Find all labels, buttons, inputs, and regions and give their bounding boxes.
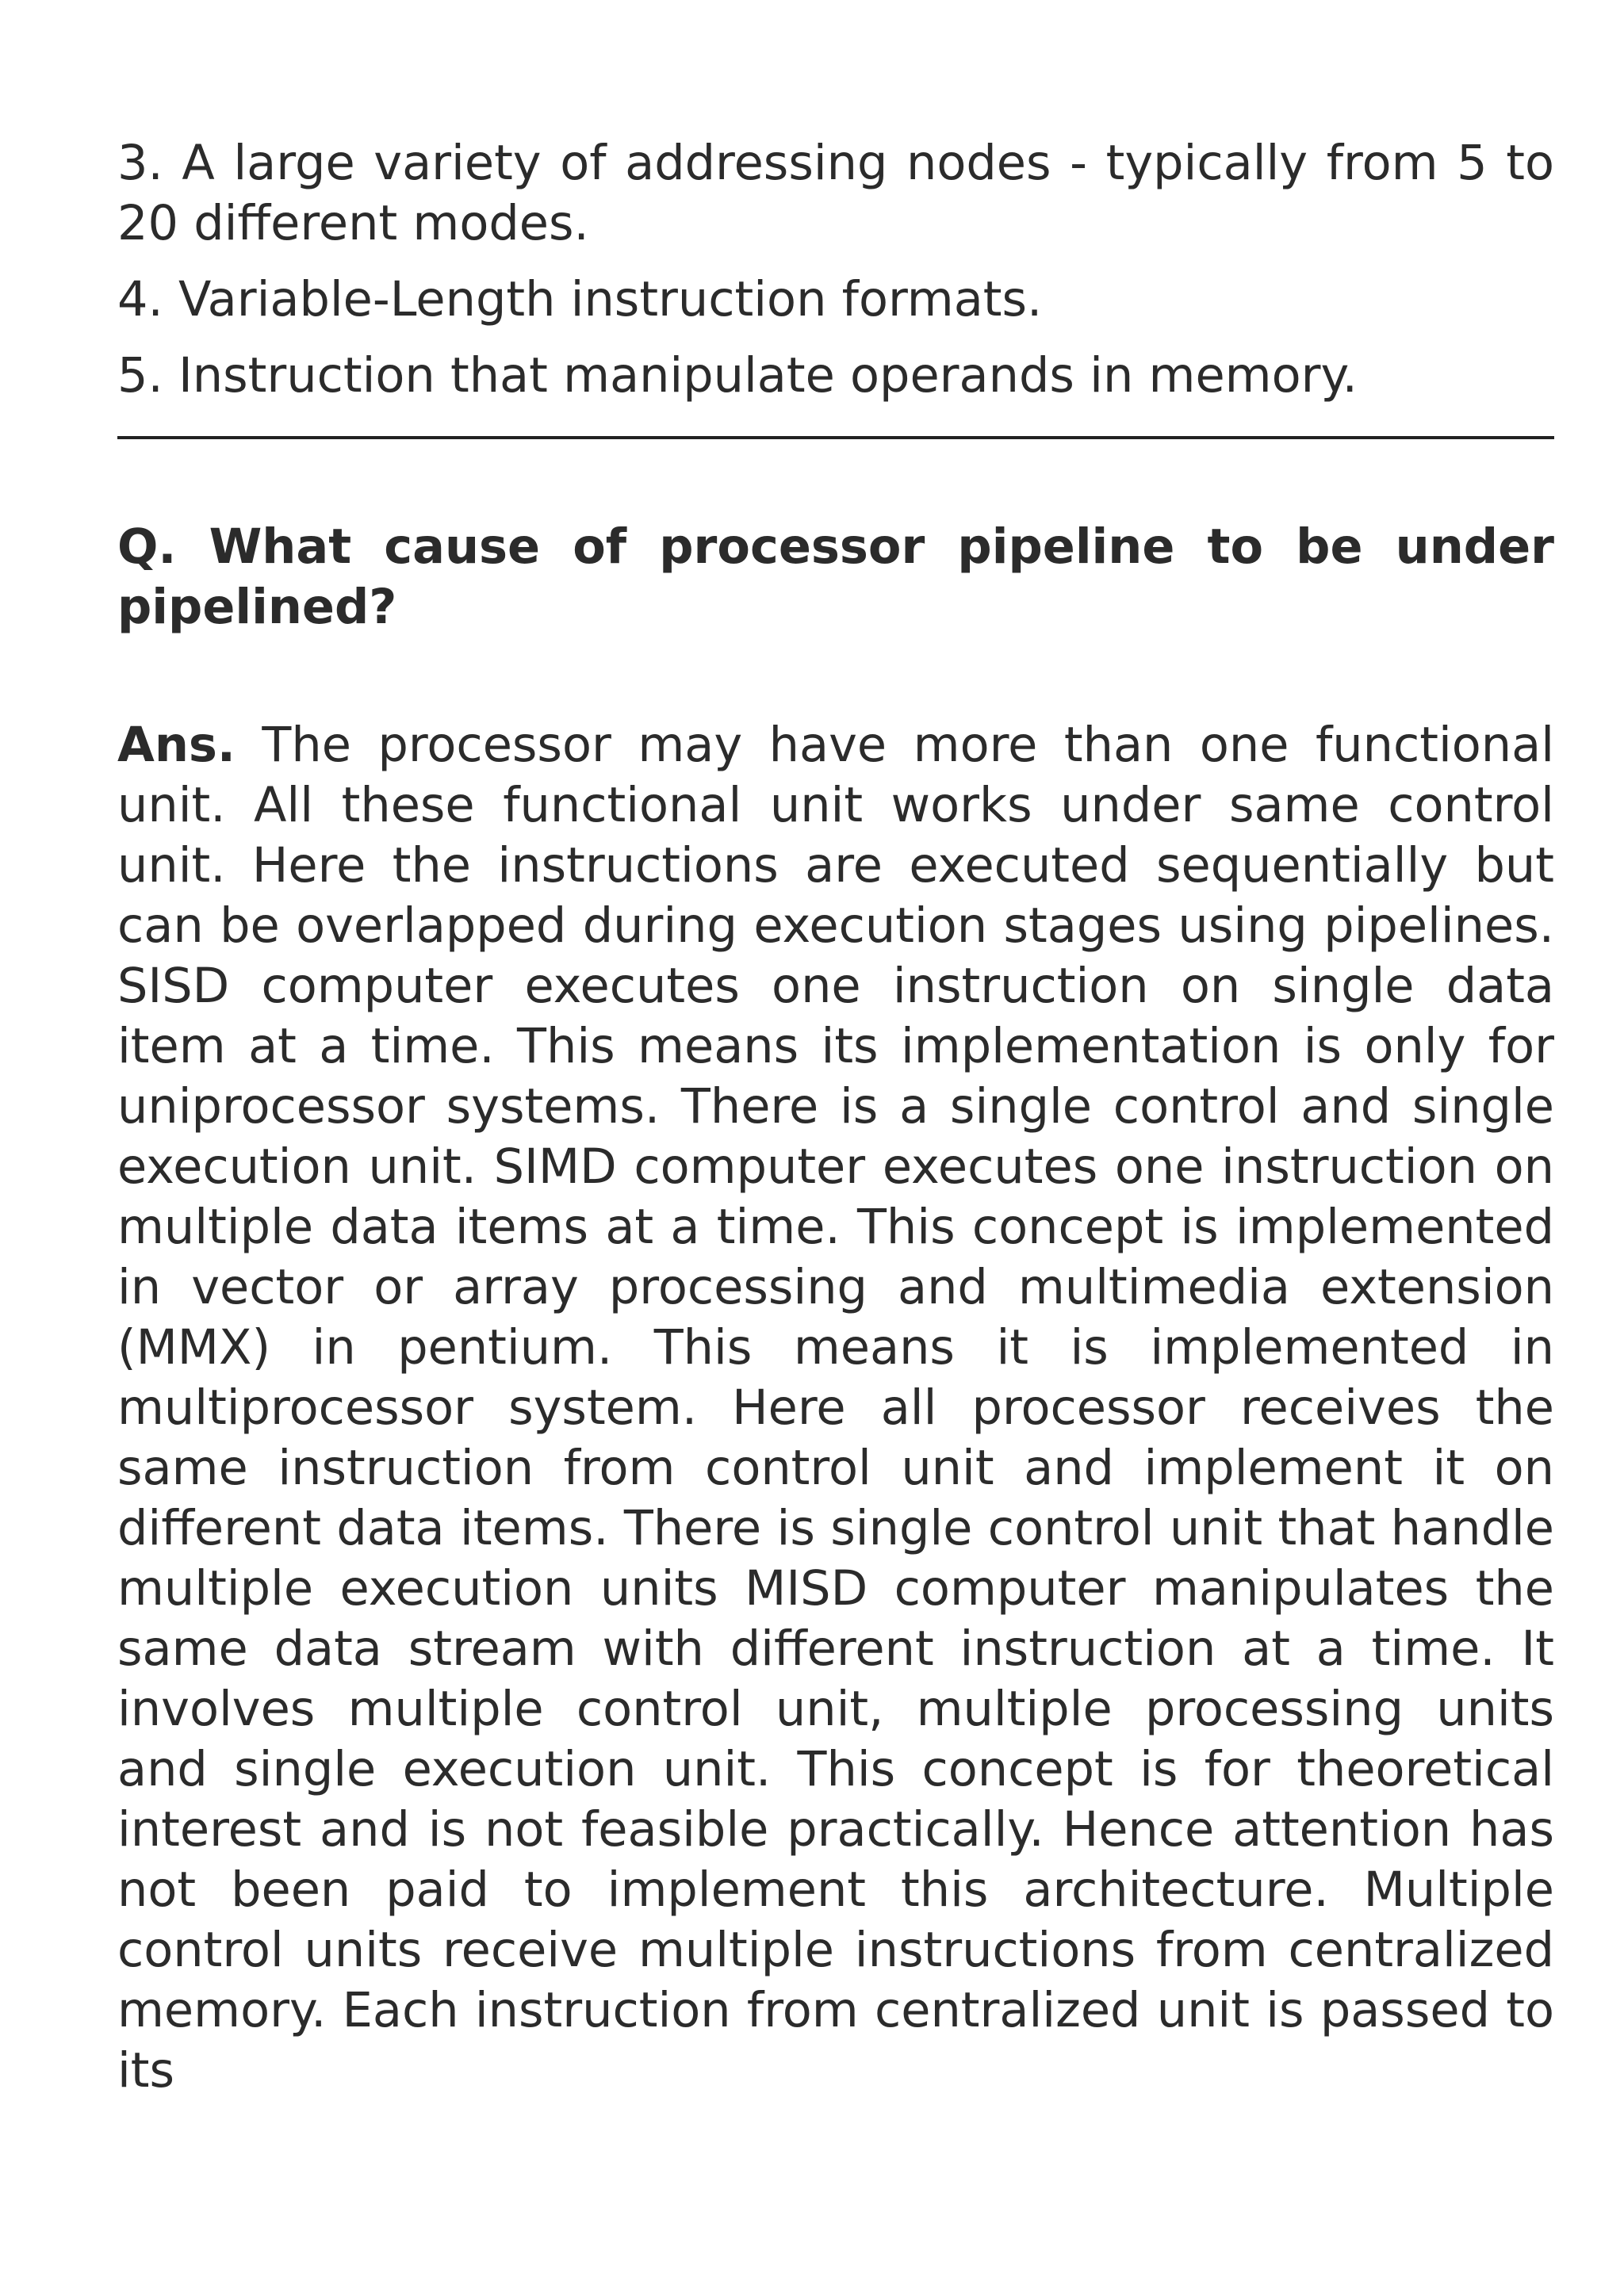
section-divider: [117, 436, 1554, 439]
list-item-operands-in-memory: 5. Instruction that manipulate operands in memory.: [117, 348, 1358, 404]
answer-text: The processor may have more than one functional unit. All these functional unit works under same control unit. Here the instructions are executed sequentially but can be overlapped during execution stages using pipelines. SISD computer executes one instruction on single data item at a time. This means its implementation is only for uniprocessor systems. There is a single control and single execution unit. SIMD computer executes one instruction on multiple data items at a time. This concept is implemented in vector or array processing and multimedia extension (MMX) in pentium. This means it is implemented in multiprocessor system. Here all processor receives the same instruction from control unit and implement it on different data items. There is single control unit that handle multiple execution units MISD computer manipulates the same data stream with different instruction at a time. It involves multiple control unit, multiple processing units and single execution unit. This concept is for theoretical interest and is not feasible practically. Hence attention has not been paid to implement this architecture. Multiple control units receive multiple instructions from centralized memory. Each instruction from centralized unit is passed to its: [117, 718, 1555, 2099]
question-heading: Q. What cause of processor pipeline to be under pipelined?: [117, 519, 1554, 635]
list-item-addressing-modes: 3. A large variety of addressing nodes - typically from 5 to 20 different modes.: [117, 136, 1554, 251]
answer-paragraph: [117, 715, 1554, 2101]
answer-label: Ans.: [117, 718, 236, 773]
document-page: [117, 133, 1554, 2101]
list-item-variable-length: 4. Variable-Length instruction formats.: [117, 272, 1043, 327]
